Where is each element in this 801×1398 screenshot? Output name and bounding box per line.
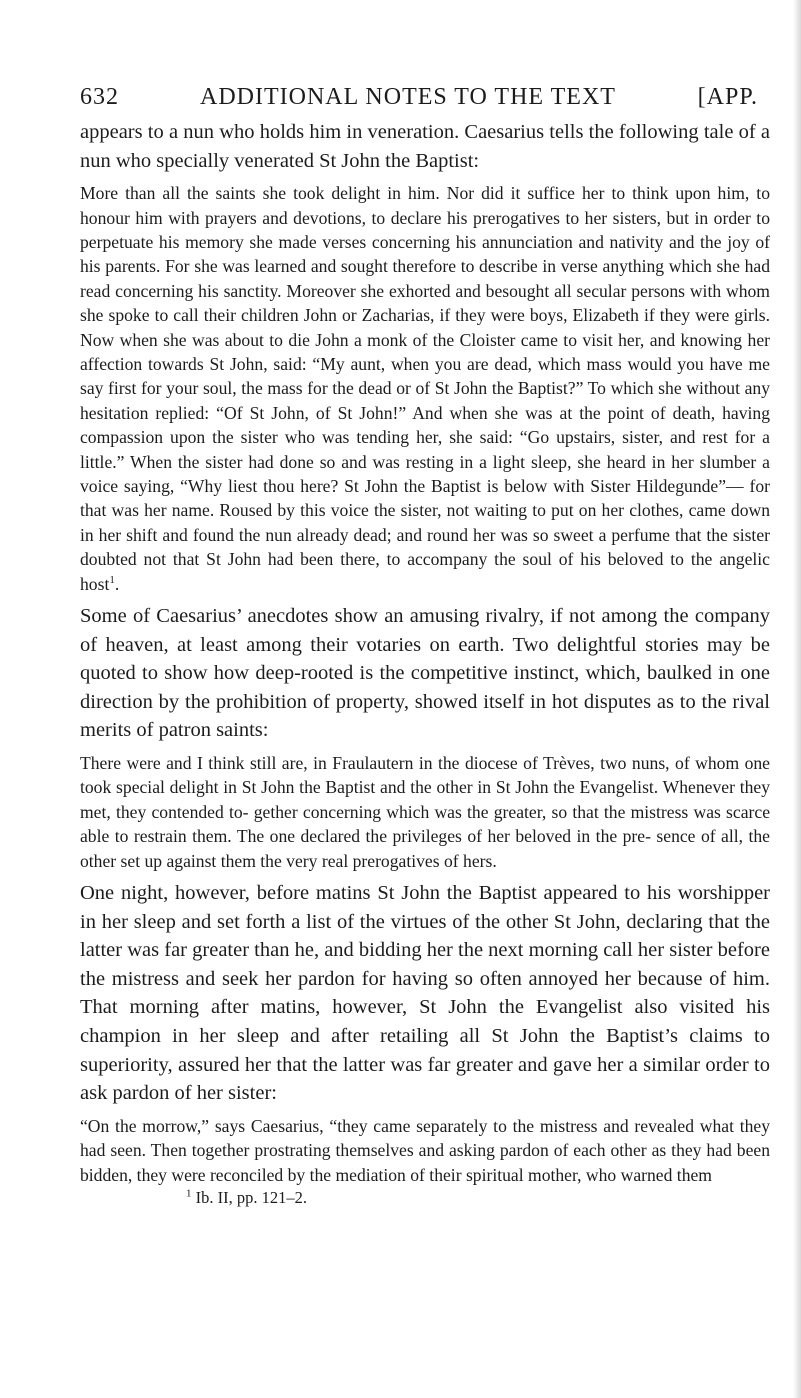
paragraph-intro: appears to a nun who holds him in veneration. Caesarius tells the following tale of a nun who specially venerated St John the Baptist:	[80, 121, 770, 172]
footnote	[80, 1187, 770, 1209]
running-title: ADDITIONAL NOTES TO THE TEXT	[200, 84, 616, 110]
page-edge-shadow	[793, 0, 801, 1398]
quotation-morrow: “On the morrow,” says Caesarius, “they came separately to the mistress and revealed what they had seen. Then together prostrating themselves and asking pardon of each other as they had been bidden, they were reconciled by the mediation of their spiritual mother, who warned them	[80, 1115, 770, 1185]
running-head	[72, 84, 768, 118]
page-body	[80, 118, 770, 1209]
quotation-fraulautern: There were and I think still are, in Fraulautern in the diocese of Trèves, two nuns, of whom one took special delight in St John the Baptist and the other in St John the Evangelist. Whenever they met, they contended to- gether concerning which was the greater, so that the mistress was scarce able to restrain them. The one declared the privileges of her beloved in the pre- sence of all, the other set up against them the very real prerogatives of hers.	[80, 753, 770, 871]
quotation-end: .	[114, 573, 120, 594]
quotation-text: More than all the saints she took delight in him. Nor did it suffice her to think upon him, to honour him with prayers and devotions, to declare his prerogatives to her sisters, but in order to perpetuate his memory she made verses concerning his annunciation and nativity and the joy of his parents. For she was learned and sought therefore to describe in verse anything which she had read concerning his sanctity. Moreover she exhorted and besought all secular persons with whom she spoke to call their children John or Zacharias, if they were boys, Elizabeth if they were girls. Now when she was about to die John a monk of the Cloister came to visit her, and knowing her affection towards St John, said: “My aunt, when you are dead, which mass would you have me say first for your soul, the mass for the dead or of St John the Baptist?” To which she without any hesitation replied: “Of St John, of St John!” And when she was at the point of death, having compassion upon the sister who was tending her, she said: “Go upstairs, sister, and rest for a little.” When the sister had done so and was resting in a light sleep, she heard in her slumber a voice saying, “Why liest thou here? St John the Baptist is below with Sister Hildegunde”— for that was her name. Roused by this voice the sister, not waiting to put on her clothes, came down in her shift and found the nun already dead; and round her was so sweet a perfume that the sister doubted not that St John had been there, to accompany the soul of his beloved to the angelic host	[80, 183, 770, 594]
footnote-reference: 1	[109, 573, 115, 586]
page-number: 632	[80, 84, 119, 110]
footnote-text: Ib. II, pp. 121–2.	[191, 1188, 307, 1208]
paragraph-matins: One night, however, before matins St John the Baptist appeared to his worshipper in her sleep and set forth a list of the virtues of the other St John, declaring that the latter was far greater than he, and bidding her the next morning call her sister before the mistress and seek her pardon for having so often annoyed her because of him. That morning after matins, however, St John the Evangelist also visited his champion in her sleep and after retailing all St John the Baptist’s claims to superiority, assured her that the latter was far greater and gave her a similar order to ask pardon of her sister:	[80, 882, 770, 1105]
paragraph-rivalry: Some of Caesarius’ anecdotes show an amusing rivalry, if not among the company of heaven, at least among their votaries on earth. Two delightful stories may be quoted to show how deep-rooted is the competitive instinct, which, baulked in one direction by the prohibition of property, showed itself in hot disputes as to the rival merits of patron saints:	[80, 605, 770, 742]
quotation-hildegunde	[80, 181, 770, 596]
footnote-mark: 1	[186, 1187, 192, 1200]
section-label: [APP.	[697, 84, 758, 110]
